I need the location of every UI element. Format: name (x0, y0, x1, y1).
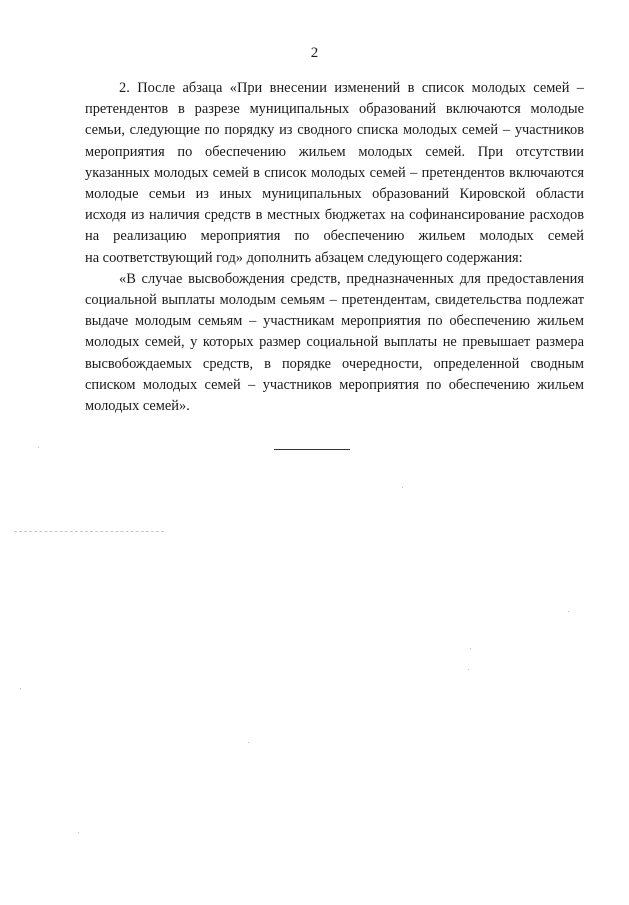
text-line: высвобождаемых средств, в порядке очередности, определенной сводным (85, 355, 584, 372)
text-line: на соответствующий год» дополнить абзацем следующего содержания: (85, 249, 523, 266)
scan-speck (468, 669, 469, 670)
text-line: 2. После абзаца «При внесении изменений в список молодых семей – (119, 80, 584, 96)
scan-speck (402, 487, 403, 488)
text-line: молодых семей». (85, 398, 190, 415)
text-line: указанных молодых семей в список молодых семей – претендентов включаются (85, 164, 584, 181)
scan-speck (248, 742, 249, 743)
text-line: «В случае высвобождения средств, предназначенных для предоставления (119, 270, 584, 287)
scan-artifact-line (14, 531, 164, 532)
text-line: исходя из наличия средств в местных бюджетах на софинансирование расходов (85, 207, 584, 224)
text-line: списком молодых семей – участников мероприятия по обеспечению жильем (85, 376, 584, 393)
scan-speck (568, 611, 569, 612)
scan-speck (78, 832, 79, 833)
page-number: 2 (310, 45, 319, 61)
text-line: молодых семей, у которых размер социальной выплаты не превышает размера (85, 334, 584, 351)
scan-speck (38, 447, 39, 448)
paragraph-amendment-text (85, 269, 584, 417)
text-line: социальной выплаты молодым семьям – претендентам, свидетельства подлежат (85, 292, 584, 309)
scan-speck (20, 688, 21, 689)
text-line: мероприятия по обеспечению жильем молодых семей. При отсутствии (85, 143, 584, 160)
text-line: молодые семьи из иных муниципальных образований Кировской области (85, 186, 584, 203)
paragraph-amendment-intro (85, 78, 584, 269)
text-line: претендентов в разрезе муниципальных образований включаются молодые (85, 101, 584, 118)
text-line: выдаче молодым семьям – участникам мероприятия по обеспечению жильем (85, 313, 584, 330)
scan-speck (470, 648, 471, 649)
text-line: семьи, следующие по порядку из сводного списка молодых семей – участников (85, 122, 584, 139)
text-line: на реализацию мероприятия по обеспечению жильем молодых семей (85, 228, 584, 245)
closing-separator-line (274, 449, 350, 450)
document-body (85, 78, 584, 417)
